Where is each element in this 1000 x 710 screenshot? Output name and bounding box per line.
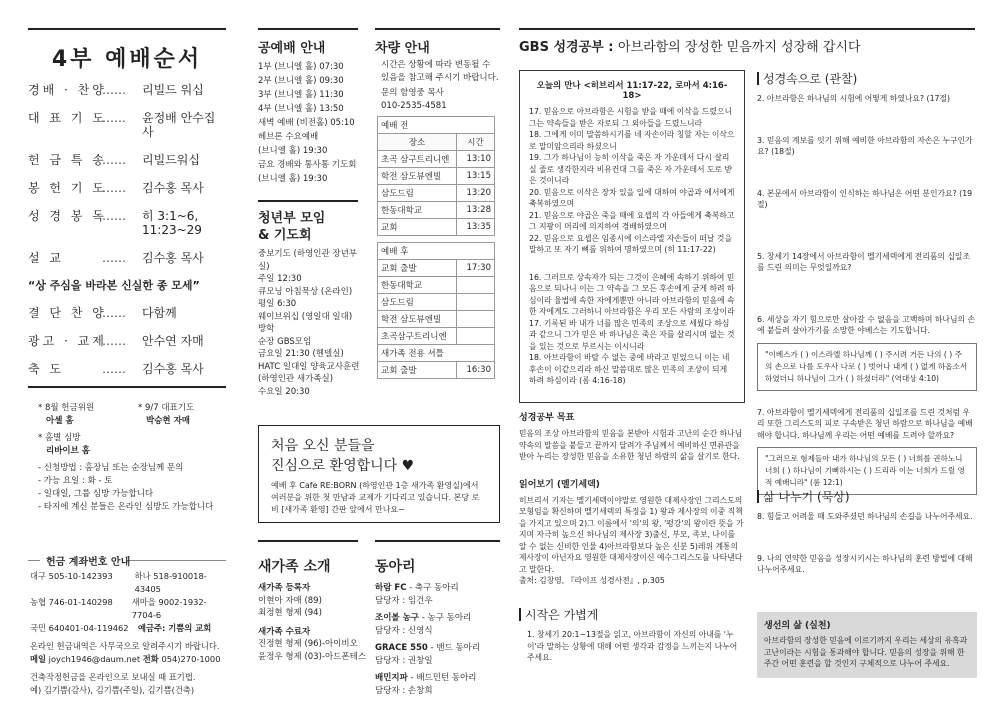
services (258, 37, 366, 186)
gbs-subtitle: 아브라함의 장성한 믿음까지 성장해 갑시다 (617, 40, 861, 55)
clubs (375, 556, 500, 697)
row-value: 리빌드 워십 (142, 83, 204, 97)
fill-blank-box: "그러므로 형제들아 내가 하나님의 모든 ( ) 너희를 권하노니 너희 ( ) 하나님이 기뻐하시는 ( ) 드리라 이는 너희가 드릴 영적 예배니라" (롬 12:1) (757, 447, 977, 495)
account-holder: 예금주: 기쁨의 교회 (138, 623, 212, 633)
cell-place: 학전 삼도뷰엔빌 (378, 311, 457, 328)
into-section (757, 70, 977, 495)
youth-item: 중보기도 (하영인관 장년부실) (258, 249, 358, 272)
table-caption: 예배 후 (378, 243, 495, 260)
club-leader: 담당자 : 임건우 (375, 595, 433, 606)
verse-title: 오늘의 만나 <히브리서 11:17-22, 로마서 4:16-18> (536, 81, 728, 101)
cell-place: 학전 삼도뷰엔빌 (378, 168, 457, 185)
club-name: 조이볼 농구 (375, 613, 420, 623)
cell-time: 13:15 (457, 168, 495, 185)
row-value: 김수홍 목사 (142, 181, 204, 195)
account-info (30, 570, 230, 697)
account-title: 헌금 계좌번호 안내 (46, 557, 131, 568)
club-leader: 담당자 : 권창일 (375, 655, 433, 666)
vehicle (375, 37, 500, 379)
question: 9. 나의 연약한 믿음을 성장시키시는 하나님의 훈련 방법에 대해 나누어주세요. (757, 553, 973, 574)
gbs-header (519, 36, 861, 55)
row-dots: …… (102, 181, 126, 195)
table-row (378, 345, 495, 362)
row-dots: …… (102, 111, 126, 125)
study-goal (519, 410, 745, 587)
table-row (378, 185, 495, 202)
vehicle-contact: 010-2535-4581 (381, 100, 447, 111)
vehicle-desc: 시간은 상황에 따라 변동될 수 있음을 참고해 주시기 바랍니다. (381, 60, 499, 83)
cell-time: 13:28 (457, 202, 495, 219)
row-label: 결 단 찬 양 (28, 306, 107, 320)
row-dots: …… (102, 209, 126, 223)
row-dots: …… (102, 153, 126, 167)
done-label: 새가족 수료자 (258, 626, 311, 637)
row-label: 헌 금 특 송 (28, 153, 107, 167)
worship-rows-2 (28, 306, 226, 376)
question: 3. 믿음의 계보를 잇기 위해 예비한 아브라함의 자손은 누구인가요? (18절) (757, 135, 973, 156)
club-leader: 담당자 : 손창희 (375, 685, 433, 696)
cell-place: 삼도드림 (378, 185, 457, 202)
vehicle-contact-label: 문의 함영중 목사 (381, 88, 444, 98)
row-label: 대 표 기 도 (28, 111, 107, 125)
notice-name: 리바이브 홈 (46, 446, 91, 456)
row-label: 설 교 (28, 251, 64, 265)
notice-title: * 9/7 대표기도 (138, 403, 195, 413)
member-name: 최정현 형제 (94) (258, 608, 322, 618)
question: 4. 본문에서 아브라함이 인식하는 하나님은 어떤 분인가요? (19절) (757, 188, 973, 209)
into-title: 성경속으로 (관찰) (763, 72, 858, 86)
notice-title: * 홈별 심방 (38, 433, 81, 443)
account-note: 예) 김기쁨(감사), 김기쁨(주일), 김기쁨(건축) (30, 685, 195, 695)
visit-item: - 신청방법 : 홈장님 또는 순장님께 문의 (38, 463, 184, 473)
question: 6. 세상을 자기 힘으로만 살아갈 수 없음을 고백하며 하나님의 손에 붙들려 살아가기를 소망한 야베스는 기도합니다. (757, 314, 976, 335)
goal-text: 믿음의 조상 아브라함의 믿음을 본받아 시험과 고난의 순간 하나님 약속의 말씀을 붙들고 끝까지 달려가 주님께서 예비하신 면류관을 받아 누리는 장성한 믿음을 소유한 청년 하람의 삶을 살기로 한다. (519, 429, 743, 461)
row-dots: …… (102, 362, 126, 376)
divider (375, 540, 500, 542)
account-note: 온라인 헌금내역은 사무국으로 알려주시기 바랍니다. (30, 641, 220, 651)
row-dots: …… (102, 306, 126, 320)
service-item: 4부 (브니엘 홀) 13:50 (258, 104, 344, 114)
start-section (519, 606, 745, 664)
question: 5. 창세기 14장에서 아브라함이 멜기세덱에게 전리품의 십일조를 드린 의미는 무엇일까요? (757, 251, 970, 272)
table-row (378, 362, 495, 379)
cell-place: 초곡삼구트리니엔 (378, 328, 457, 345)
row-dots: …… (102, 251, 126, 265)
cell-time: 13:35 (457, 219, 495, 236)
bus-table-before (377, 116, 495, 236)
tel-label: 전화 (142, 654, 159, 664)
cell-place: 교회 출발 (378, 260, 457, 277)
clubs-title: 동아리 (375, 559, 416, 575)
service-item: 1부 (브니엘 홀) 07:30 (258, 62, 344, 72)
cell-time (457, 311, 495, 328)
table-caption: 예배 전 (378, 117, 495, 134)
top-rule (375, 28, 500, 30)
goal-title: 성경공부 목표 (519, 413, 575, 423)
account-line: 하나 518-910018-43405 (134, 571, 207, 594)
row-value: 다함께 (142, 306, 177, 320)
cell-place: 삼도드림 (378, 294, 457, 311)
cell-time: 16:30 (457, 362, 495, 379)
start-title: 시작은 가볍게 (525, 608, 599, 622)
youth-item: 평일 6:30 (258, 299, 297, 309)
table-row (378, 151, 495, 168)
visit-item: - 일대일, 그룹 심방 가능합니다 (38, 489, 154, 499)
club-name: 배민지파 (375, 673, 408, 683)
cell-place: 한동대학교 (378, 277, 457, 294)
col-header: 장소 (378, 134, 457, 151)
share-section (757, 488, 977, 576)
row-value: 리빌드워십 (142, 153, 200, 167)
cell-time (457, 277, 495, 294)
read-text: 히브리서 기자는 멜기세덱이야말로 영원한 대제사장인 그리스도의 모형임을 확신하며 멜기세덱의 특징을 1) 왕과 제사장의 이중 직책을 가지고 있으며 2)그 이름에서 '의'의 왕, '평강'의 왕이란 뜻을 가지며 자극히 높으신 하나님의 제사장 3)출신, 부모, 족보, 나이를 알 수 없는 신비한 인물 4)아브라함보다 높은 신분 5)레위 계통의 제사장이 아닌자요 영원한 대제사장이신 예수그리스도를 나타낸다고 말한다. (519, 495, 744, 574)
heart-icon: ♥ (401, 458, 415, 474)
table-row (378, 219, 495, 236)
row-dots: …… (102, 334, 126, 348)
account-line: 대구 505-10-142393 (30, 571, 113, 581)
table-row (378, 260, 495, 277)
table-row (378, 277, 495, 294)
divider (28, 560, 40, 561)
gbs-label: GBS 성경공부 : (519, 40, 618, 55)
club-desc: - 배드민턴 동아리 (407, 673, 477, 683)
visit-item: - 가능 요일 : 화 - 토 (38, 476, 113, 486)
service-item: 금요 경배와 통사통 기도회 (258, 160, 357, 170)
cell-place: 초곡 삼구트리니엔 (378, 151, 457, 168)
table-row (378, 311, 495, 328)
notice-name: 아셀 홈 (46, 416, 74, 426)
youth-item: HATC 일대일 양육교사훈련 (258, 361, 360, 372)
club-name: 하람 FC (375, 583, 407, 593)
row-label: 광고 · 교제 (28, 334, 107, 348)
service-item: 3부 (브니엘 홀) 11:30 (258, 90, 344, 100)
question: 7. 아브라함이 멜기세덱에게 전리품의 십일조를 드린 것처럼 우리 또한 그리스도의 피로 구속받은 청년 하람으로 하나님을 예배해야 합니다. 하나님께 우리는 어떤 예배를 드려야 할까요? (757, 407, 973, 440)
verse-box (519, 70, 745, 403)
worship-row (28, 362, 226, 376)
welcome-box (258, 425, 500, 523)
table-row (378, 328, 495, 345)
worship-row (28, 83, 226, 97)
welcome-body: 예배 후 Cafe RE:BORN (하영인관 1층 새가족 환영실)에서 여러분을 위한 첫 만남과 교제가 기다리고 있습니다. 본당 로비 [새가족 환영] 간판 앞에서 만나요~ (271, 481, 480, 514)
notice-title: * 8월 헌금위원 (38, 403, 95, 413)
club-desc: - 밴드 동아리 (427, 643, 481, 653)
member-name: 진정현 형제 (96)-아이비오 (258, 639, 358, 649)
mail-address: joych1946@daum.net (48, 654, 141, 664)
divider (128, 560, 226, 561)
row-value: 김수홍 목사 (142, 251, 204, 265)
worship-row (28, 181, 226, 195)
question: 8. 힘들고 어려울 때 도와주셨던 하나님의 손길을 나누어주세요. (757, 512, 973, 521)
sermon-theme: “상 주심을 바라본 신실한 종 모세” (28, 279, 200, 292)
service-item: (브니엘 홀) 19:30 (258, 146, 328, 156)
service-item: 헤브론 수요예배 (258, 132, 319, 142)
row-value: 김수홍 목사 (142, 362, 204, 376)
cell-time: 13:20 (457, 185, 495, 202)
read-title: 읽어보기 (멜기세덱) (519, 479, 600, 490)
youth-item: (하영인관 새가족실) (258, 374, 334, 384)
notice-name: 박승현 자매 (146, 416, 191, 426)
mail-label: 메일 (30, 654, 47, 664)
cell-place: 새가족 전용 셔틀 (378, 345, 495, 362)
section-bar (757, 72, 759, 85)
youth-item: 방학 (258, 324, 275, 334)
verse-text: 17. 믿음으로 아브라함은 시험을 받을 때에 이삭을 드렸으니 그는 약속들을 받은 자로되 그 외아들을 드렸느니라 18. 그에게 이미 말씀하시기를 네 자손이라 칭할 자는 이삭으로 말미암으리라 하셨으니 19. 그가 하나님이 능히 이삭을 죽은 자 가운데서 다시 살리실 줄로 생각한지라 비유컨대 그를 죽은 자 가운데서 도로 받은 것이니라 20. 믿음으로 이삭은 장차 있을 일에 대하여 야곱과 에서에게 축복하였으며 21. 믿음으로 야곱은 죽을 때에 요셉의 각 아들에게 축복하고 그 지팡이 머리에 의지하여 경배하였으며 22. 믿음으로 요셉은 임종시에 이스라엘 자손들이 떠날 것을 말하고 또 자기 뼈를 위하여 명하였으며 (히 11:17-22) (529, 107, 735, 254)
member-name: 윤정우 형제 (03)-아드폰테스 (258, 651, 367, 662)
cell-time: 17:30 (457, 260, 495, 277)
col-header: 시간 (457, 134, 495, 151)
question: 2. 아브라함은 하나님의 시험에 어떻게 하였나요? (17절) (757, 94, 951, 103)
youth-item: 금요일 21:30 (헨델실) (258, 349, 344, 359)
cell-place: 한동대학교 (378, 202, 457, 219)
practice-box (757, 612, 977, 678)
divider (258, 200, 358, 202)
worship-title: 4부 예배순서 (51, 47, 203, 72)
question: 1. 창세기 20:1~13절을 읽고, 아브라함이 자신의 아내를 '누이'라 말하는 상황에 대해 어떤 생각과 감정을 느끼는지 나누어 주세요. (527, 630, 738, 662)
club-desc: - 축구 동아리 (406, 583, 459, 593)
account-note: 건축작정헌금을 온라인으로 보내실 때 표기법. (30, 672, 196, 682)
account-line: 새마을 9002-1932-7704-6 (131, 597, 207, 620)
account-line: 농협 746-01-140298 (30, 597, 113, 607)
youth (258, 210, 368, 398)
verse-text: 16. 그러므로 상속자가 되는 그것이 은혜에 속하기 위하여 믿음으로 되나니 이는 그 약속을 그 모든 후손에게 굳게 하려 하심이라 율법에 속한 자에게뿐만 아니라 아브라함의 믿음에 속한 자에게도 그러하니 아브라함은 우리 모든 사람의 조상이라 17. 기록된 바 내가 너를 많은 민족의 조상으로 세웠다 하심과 같으니 그가 믿은 바 하나님은 죽은 자를 살리시며 없는 것을 있는 것으로 부르시는 이시니라 18. 아브라함이 바랄 수 없는 중에 바라고 믿었으니 이는 네 후손이 이같으리라 하신 말씀대로 많은 민족의 조상이 되게 하려 하심이라 (롬 4:16-18) (529, 272, 735, 385)
worship-row (28, 153, 226, 167)
visit-item: - 타지에 계신 분들은 온라인 심방도 가능합니다 (38, 502, 214, 512)
section-bar (757, 490, 759, 503)
section-bar (519, 608, 521, 621)
club-leader: 담당자 : 신영식 (375, 625, 433, 636)
row-value: 윤정배 안수집사 (142, 111, 216, 139)
cell-time: 13:10 (457, 151, 495, 168)
visit-info (38, 462, 228, 514)
tel-number: 054)270-1000 (161, 654, 221, 664)
row-value: 히 3:1~6, 11:23~29 (142, 209, 202, 237)
row-label: 경배 · 찬양 (28, 83, 107, 97)
divider (28, 386, 226, 388)
table-row (378, 168, 495, 185)
cell-place: 교회 (378, 219, 457, 236)
cell-time (457, 294, 495, 311)
fill-blank-box: "이베스가 ( ) 이스라엘 하나님께 ( ) 주시려 거든 나의 ( ) 주의 손으로 나를 도우사 나로 ( ) 벗어나 내게 ( ) 없게 하옵소서 하였더니 하나님이 그가 ( ) 하셨더라" (역대상 4:10) (757, 343, 977, 391)
youth-item: 큐모닝 아침묵상 (온라인) (258, 286, 353, 297)
worship-row (28, 111, 226, 139)
practice-title: 생선의 삶 (실천) (764, 621, 831, 631)
row-label: 축 도 (28, 362, 64, 376)
worship-rows (28, 83, 226, 265)
club-desc: - 농구 동아리 (419, 613, 472, 623)
reg-label: 새가족 등록자 (258, 583, 311, 593)
vehicle-title: 차량 안내 (375, 41, 430, 56)
welcome-title: 처음 오신 분들을 (271, 438, 375, 454)
read-source: 출처: 김창영, 『라이프 성경사전』, p.305 (519, 576, 665, 585)
cell-place: 교회 출발 (378, 362, 457, 379)
table-row (378, 202, 495, 219)
top-rule (258, 28, 358, 30)
row-value: 안수연 자매 (142, 334, 204, 348)
share-title: 삶 나누기 (묵상) (763, 490, 850, 504)
service-item: 2부 (브니엘 홀) 09:30 (258, 76, 344, 86)
cell-time (457, 328, 495, 345)
notices (38, 402, 228, 514)
top-rule (519, 28, 975, 30)
member-name: 이현아 자매 (89) (258, 595, 322, 606)
table-row (378, 294, 495, 311)
worship-row (28, 306, 226, 320)
youth-item: 수요일 20:30 (258, 386, 310, 397)
practice-text: 아브라함의 장성한 믿음에 이르기까지 우리는 세상의 유혹과 고난이라는 시험을 통과해야 합니다. 믿음의 성장을 위해 한 주간 어떤 훈련을 할 것인지 구체적으로 나누어 주세요. (764, 636, 968, 668)
row-label: 성 경 봉 독 (28, 209, 107, 223)
worship-row (28, 209, 226, 237)
account-line: 국민 640401-04-119462 (30, 623, 129, 633)
service-item: (브니엘 홀) 19:30 (258, 174, 328, 184)
bus-table-after (377, 242, 495, 379)
divider (258, 540, 358, 542)
newfamily-title: 새가족 소개 (258, 559, 331, 575)
new-family (258, 556, 368, 663)
club-name: GRACE 550 (375, 643, 428, 653)
row-dots: …… (102, 83, 126, 97)
youth-item: 주일 12:30 (258, 274, 302, 284)
services-title: 공예배 안내 (258, 41, 326, 56)
worship-row (28, 334, 226, 348)
worship-order (28, 30, 226, 376)
row-label: 봉 헌 기 도 (28, 181, 107, 195)
youth-title: 청년부 모임 & 기도회 (258, 211, 326, 243)
youth-item: 웨이브위십 (영일대 일대) (258, 311, 353, 322)
service-item: 새벽 예배 (비전홀) 05:10 (258, 118, 355, 128)
welcome-title: 진심으로 환영합니다 (271, 458, 398, 474)
worship-row (28, 251, 226, 265)
youth-item: 순장 GBS모임 (258, 336, 312, 347)
